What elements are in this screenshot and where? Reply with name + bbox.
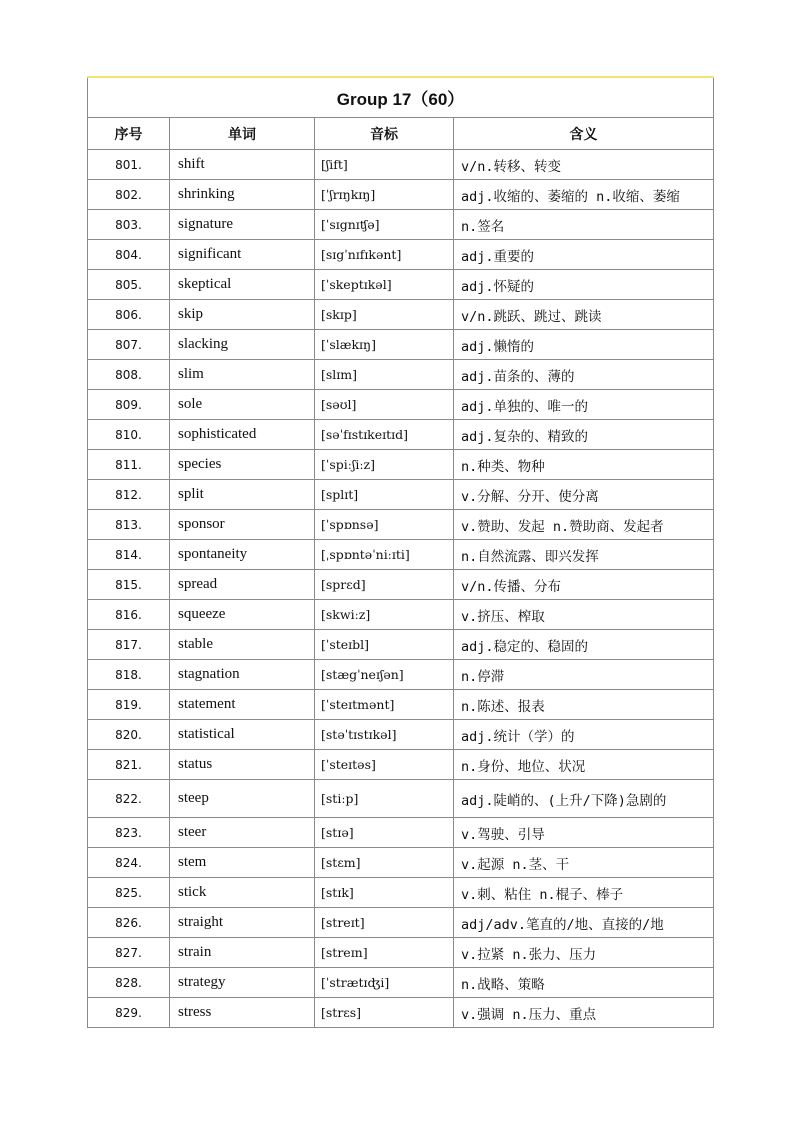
row-meaning: v.赞助、发起 n.赞助商、发起者 [454, 510, 714, 540]
row-word: stagnation [170, 660, 315, 690]
row-number: 803. [88, 210, 170, 240]
row-phonetic: [sɪgˈnɪfɪkənt] [315, 240, 454, 270]
row-number: 827. [88, 938, 170, 968]
row-meaning: v/n.转移、转变 [454, 150, 714, 180]
row-word: stress [170, 998, 315, 1028]
row-word: sophisticated [170, 420, 315, 450]
header-meaning: 含义 [454, 118, 714, 150]
row-number: 804. [88, 240, 170, 270]
table-row [88, 818, 714, 848]
row-meaning: adj.复杂的、精致的 [454, 420, 714, 450]
row-number: 807. [88, 330, 170, 360]
row-phonetic: [ˈspɒnsə] [315, 510, 454, 540]
row-word: stem [170, 848, 315, 878]
row-word: strain [170, 938, 315, 968]
row-number: 814. [88, 540, 170, 570]
row-meaning: adj.懒惰的 [454, 330, 714, 360]
row-number: 808. [88, 360, 170, 390]
row-word: steep [170, 780, 315, 818]
row-word: skip [170, 300, 315, 330]
row-word: sole [170, 390, 315, 420]
row-number: 818. [88, 660, 170, 690]
row-number: 810. [88, 420, 170, 450]
row-phonetic: [ʃift] [315, 150, 454, 180]
row-meaning: adj.陡峭的、(上升/下降)急剧的 [454, 780, 714, 818]
row-number: 826. [88, 908, 170, 938]
table-row [88, 938, 714, 968]
table-row [88, 540, 714, 570]
row-phonetic: [splɪt] [315, 480, 454, 510]
row-phonetic: [stɪk] [315, 878, 454, 908]
row-phonetic: [streɪn] [315, 938, 454, 968]
row-word: stable [170, 630, 315, 660]
row-meaning: adj.统计（学）的 [454, 720, 714, 750]
row-word: split [170, 480, 315, 510]
row-meaning: n.签名 [454, 210, 714, 240]
row-meaning: v/n.跳跃、跳过、跳读 [454, 300, 714, 330]
table-row [88, 690, 714, 720]
table-row [88, 750, 714, 780]
table-row [88, 300, 714, 330]
row-phonetic: [ˌspɒntəˈniːɪti] [315, 540, 454, 570]
row-meaning: v.分解、分开、使分离 [454, 480, 714, 510]
row-phonetic: [səˈfɪstɪkeɪtɪd] [315, 420, 454, 450]
row-meaning: adj.单独的、唯一的 [454, 390, 714, 420]
table-row [88, 570, 714, 600]
table-row [88, 510, 714, 540]
row-phonetic: [sprɛd] [315, 570, 454, 600]
row-meaning: n.战略、策略 [454, 968, 714, 998]
row-number: 822. [88, 780, 170, 818]
table-body [88, 150, 714, 1028]
row-meaning: adj.稳定的、稳固的 [454, 630, 714, 660]
row-number: 801. [88, 150, 170, 180]
table-row [88, 480, 714, 510]
table-row [88, 240, 714, 270]
row-number: 815. [88, 570, 170, 600]
row-word: spread [170, 570, 315, 600]
row-phonetic: [ˈslækɪŋ] [315, 330, 454, 360]
row-word: statistical [170, 720, 315, 750]
row-phonetic: [ˈskeptɪkəl] [315, 270, 454, 300]
table-title: Group 17（60） [88, 77, 714, 118]
row-phonetic: [ˈʃrɪŋkɪŋ] [315, 180, 454, 210]
row-phonetic: [skɪp] [315, 300, 454, 330]
row-phonetic: [ˈsteɪbl] [315, 630, 454, 660]
row-phonetic: [streɪt] [315, 908, 454, 938]
row-number: 816. [88, 600, 170, 630]
row-word: shift [170, 150, 315, 180]
row-meaning: n.身份、地位、状况 [454, 750, 714, 780]
row-phonetic: [slɪm] [315, 360, 454, 390]
row-phonetic: [stægˈneɪʃən] [315, 660, 454, 690]
row-phonetic: [səʊl] [315, 390, 454, 420]
row-meaning: adj/adv.笔直的/地、直接的/地 [454, 908, 714, 938]
row-phonetic: [stɪə] [315, 818, 454, 848]
row-phonetic: [ˈsteɪtəs] [315, 750, 454, 780]
row-meaning: v.驾驶、引导 [454, 818, 714, 848]
row-meaning: n.自然流露、即兴发挥 [454, 540, 714, 570]
row-number: 806. [88, 300, 170, 330]
row-number: 812. [88, 480, 170, 510]
row-number: 819. [88, 690, 170, 720]
row-word: straight [170, 908, 315, 938]
row-word: steer [170, 818, 315, 848]
row-meaning: adj.重要的 [454, 240, 714, 270]
row-word: skeptical [170, 270, 315, 300]
table-row [88, 330, 714, 360]
table-row [88, 908, 714, 938]
row-meaning: v/n.传播、分布 [454, 570, 714, 600]
row-number: 829. [88, 998, 170, 1028]
row-number: 828. [88, 968, 170, 998]
row-number: 805. [88, 270, 170, 300]
row-number: 825. [88, 878, 170, 908]
row-number: 820. [88, 720, 170, 750]
table-row [88, 848, 714, 878]
row-word: significant [170, 240, 315, 270]
header-row [88, 118, 714, 150]
row-meaning: v.强调 n.压力、重点 [454, 998, 714, 1028]
table-row [88, 720, 714, 750]
row-phonetic: [ˈstrætɪʤi] [315, 968, 454, 998]
row-meaning: n.种类、物种 [454, 450, 714, 480]
row-meaning: v.拉紧 n.张力、压力 [454, 938, 714, 968]
row-number: 813. [88, 510, 170, 540]
row-number: 809. [88, 390, 170, 420]
row-word: signature [170, 210, 315, 240]
table-row [88, 600, 714, 630]
row-meaning: adj.怀疑的 [454, 270, 714, 300]
row-meaning: adj.收缩的、萎缩的 n.收缩、萎缩 [454, 180, 714, 210]
row-word: shrinking [170, 180, 315, 210]
table-row [88, 360, 714, 390]
row-meaning: adj.苗条的、薄的 [454, 360, 714, 390]
row-word: slacking [170, 330, 315, 360]
row-word: statement [170, 690, 315, 720]
row-meaning: n.停滞 [454, 660, 714, 690]
row-number: 811. [88, 450, 170, 480]
table-row [88, 630, 714, 660]
row-phonetic: [ˈspiːʃiːz] [315, 450, 454, 480]
table-row [88, 420, 714, 450]
row-meaning: v.刺、粘住 n.棍子、棒子 [454, 878, 714, 908]
table-row [88, 878, 714, 908]
row-number: 817. [88, 630, 170, 660]
table-row [88, 150, 714, 180]
table-row [88, 450, 714, 480]
table-row [88, 660, 714, 690]
row-number: 821. [88, 750, 170, 780]
row-word: spontaneity [170, 540, 315, 570]
row-number: 823. [88, 818, 170, 848]
row-phonetic: [stəˈtɪstɪkəl] [315, 720, 454, 750]
header-word: 单词 [170, 118, 315, 150]
row-word: stick [170, 878, 315, 908]
row-phonetic: [ˈsteɪtmənt] [315, 690, 454, 720]
table-row [88, 180, 714, 210]
table-row [88, 270, 714, 300]
row-word: squeeze [170, 600, 315, 630]
row-meaning: v.起源 n.茎、干 [454, 848, 714, 878]
row-phonetic: [ˈsɪgnɪʧə] [315, 210, 454, 240]
row-number: 824. [88, 848, 170, 878]
row-word: slim [170, 360, 315, 390]
row-word: status [170, 750, 315, 780]
table-row [88, 968, 714, 998]
row-number: 802. [88, 180, 170, 210]
row-meaning: n.陈述、报表 [454, 690, 714, 720]
row-word: species [170, 450, 315, 480]
row-phonetic: [skwiːz] [315, 600, 454, 630]
header-phonetic: 音标 [315, 118, 454, 150]
row-phonetic: [stiːp] [315, 780, 454, 818]
table-row [88, 210, 714, 240]
header-number: 序号 [88, 118, 170, 150]
row-word: sponsor [170, 510, 315, 540]
vocabulary-table [87, 76, 714, 1028]
table-row [88, 998, 714, 1028]
row-word: strategy [170, 968, 315, 998]
table-row [88, 780, 714, 818]
row-meaning: v.挤压、榨取 [454, 600, 714, 630]
row-phonetic: [strɛs] [315, 998, 454, 1028]
table-row [88, 390, 714, 420]
row-phonetic: [stɛm] [315, 848, 454, 878]
